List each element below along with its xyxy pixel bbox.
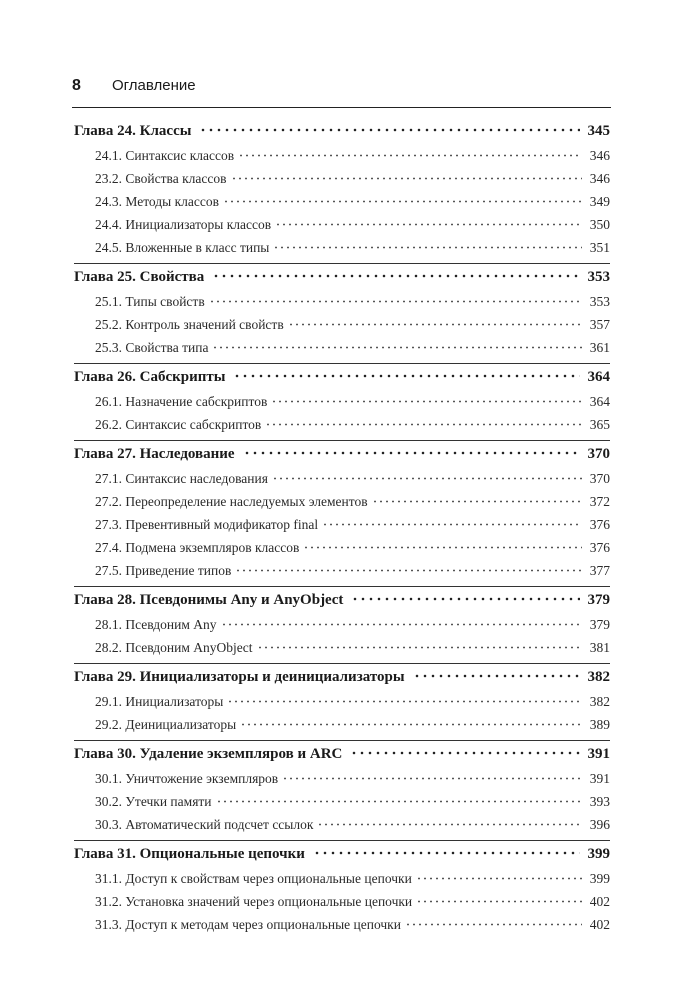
- dot-leader: [216, 800, 582, 803]
- dot-leader: [273, 246, 582, 249]
- section-page-number: 396: [589, 817, 610, 832]
- section-entry[interactable]: [74, 290, 610, 313]
- section-entry[interactable]: [74, 390, 610, 413]
- section-title: 29.1. Инициализаторы: [95, 694, 224, 709]
- section-title: 24.5. Вложенные в класс типы: [95, 240, 270, 255]
- dot-leader: [265, 423, 582, 426]
- section-entry[interactable]: [74, 636, 610, 659]
- chapter-entry[interactable]: [74, 441, 610, 467]
- chapter-entry[interactable]: [74, 664, 610, 690]
- section-title: 24.3. Методы классов: [95, 194, 219, 209]
- dot-leader: [235, 569, 582, 572]
- dot-leader: [416, 900, 582, 903]
- section-page-number: 402: [589, 894, 610, 909]
- dot-leader: [227, 700, 582, 703]
- section-title: 23.2. Свойства классов: [95, 171, 227, 186]
- section-page-number: 391: [589, 771, 610, 786]
- dot-leader: [271, 400, 582, 403]
- chapter-page-number: 345: [587, 123, 610, 139]
- dot-leader: [199, 128, 580, 132]
- chapter-block: [74, 363, 610, 440]
- section-page-number: 349: [589, 194, 610, 209]
- section-entry[interactable]: [74, 536, 610, 559]
- section-title: 27.3. Превентивный модификатор final: [95, 517, 319, 532]
- section-entry[interactable]: [74, 513, 610, 536]
- page-number: 8: [72, 77, 81, 94]
- section-entry[interactable]: [74, 790, 610, 813]
- chapter-block: [74, 740, 610, 840]
- chapter-page-number: 370: [587, 446, 610, 462]
- chapter-entry[interactable]: [74, 264, 610, 290]
- section-page-number: 370: [589, 471, 610, 486]
- chapter-block: [74, 263, 610, 363]
- chapter-block: [74, 440, 610, 586]
- dot-leader: [238, 154, 582, 157]
- dot-leader: [272, 477, 582, 480]
- chapter-block: [74, 586, 610, 663]
- section-title: 29.2. Деинициализаторы: [95, 717, 237, 732]
- chapter-title: Глава 31. Опциональные цепочки: [74, 846, 305, 862]
- section-title: 31.1. Доступ к свойствам через опциональные цепочки: [95, 871, 412, 886]
- section-title: 27.4. Подмена экземпляров классов: [95, 540, 300, 555]
- section-entry[interactable]: [74, 213, 610, 236]
- section-title: 24.4. Инициализаторы классов: [95, 217, 272, 232]
- chapter-entry[interactable]: [74, 741, 610, 767]
- dot-leader: [257, 646, 582, 649]
- section-page-number: 402: [589, 917, 610, 932]
- section-page-number: 346: [589, 171, 610, 186]
- dot-leader: [212, 346, 582, 349]
- section-title: 25.1. Типы свойств: [95, 294, 205, 309]
- section-page-number: 376: [589, 517, 610, 532]
- section-entry[interactable]: [74, 144, 610, 167]
- chapter-block: [74, 840, 610, 940]
- section-page-number: 353: [589, 294, 610, 309]
- section-page-number: 393: [589, 794, 610, 809]
- chapter-title: Глава 25. Свойства: [74, 269, 205, 285]
- section-page-number: 377: [589, 563, 610, 578]
- section-entry[interactable]: [74, 336, 610, 359]
- table-of-contents: [74, 118, 610, 940]
- section-page-number: 389: [589, 717, 610, 732]
- section-entry[interactable]: [74, 467, 610, 490]
- chapter-entry[interactable]: [74, 587, 610, 613]
- section-title: 28.1. Псевдоним Any: [95, 617, 217, 632]
- section-title: 26.1. Назначение сабскриптов: [95, 394, 268, 409]
- chapter-page-number: 353: [587, 269, 610, 285]
- section-title: 27.1. Синтаксис наследования: [95, 471, 268, 486]
- dot-leader: [350, 751, 580, 755]
- section-title: 25.2. Контроль значений свойств: [95, 317, 284, 332]
- chapter-title: Глава 26. Сабскрипты: [74, 369, 226, 385]
- dot-leader: [231, 177, 583, 180]
- section-title: 30.3. Автоматический подсчет ссылок: [95, 817, 314, 832]
- section-title: 30.2. Утечки памяти: [95, 794, 212, 809]
- section-entry[interactable]: [74, 690, 610, 713]
- section-page-number: 379: [589, 617, 610, 632]
- dot-leader: [322, 523, 582, 526]
- chapter-page-number: 382: [587, 669, 610, 685]
- dot-leader: [405, 923, 582, 926]
- chapter-block: [74, 118, 610, 263]
- section-title: 31.2. Установка значений через опциональные цепочки: [95, 894, 413, 909]
- section-entry[interactable]: [74, 613, 610, 636]
- chapter-page-number: 399: [587, 846, 610, 862]
- chapter-title: Глава 30. Удаление экземпляров и ARC: [74, 746, 343, 762]
- dot-leader: [351, 597, 580, 601]
- dot-leader: [243, 451, 580, 455]
- dot-leader: [221, 623, 582, 626]
- section-page-number: 399: [589, 871, 610, 886]
- chapter-entry[interactable]: [74, 364, 610, 390]
- dot-leader: [288, 323, 582, 326]
- section-title: 24.1. Синтаксис классов: [95, 148, 235, 163]
- section-entry[interactable]: [74, 867, 610, 890]
- running-title: Оглавление: [112, 77, 196, 94]
- section-entry[interactable]: [74, 413, 610, 436]
- section-entry[interactable]: [74, 167, 610, 190]
- dot-leader: [212, 274, 580, 278]
- section-page-number: 364: [589, 394, 610, 409]
- section-page-number: 376: [589, 540, 610, 555]
- section-title: 30.1. Уничтожение экземпляров: [95, 771, 279, 786]
- section-page-number: 382: [589, 694, 610, 709]
- dot-leader: [282, 777, 582, 780]
- section-entry[interactable]: [74, 713, 610, 736]
- section-title: 26.2. Синтаксис сабскриптов: [95, 417, 262, 432]
- section-entry[interactable]: [74, 559, 610, 582]
- section-entry[interactable]: [74, 767, 610, 790]
- dot-leader: [303, 546, 582, 549]
- section-title: 27.2. Переопределение наследуемых элементов: [95, 494, 368, 509]
- section-page-number: 350: [589, 217, 610, 232]
- dot-leader: [223, 200, 582, 203]
- dot-leader: [240, 723, 582, 726]
- section-page-number: 365: [589, 417, 610, 432]
- dot-leader: [275, 223, 582, 226]
- chapter-title: Глава 28. Псевдонимы Any и AnyObject: [74, 592, 344, 608]
- chapter-entry[interactable]: [74, 118, 610, 144]
- dot-leader: [209, 300, 582, 303]
- chapter-title: Глава 24. Классы: [74, 123, 192, 139]
- section-entry[interactable]: [74, 236, 610, 259]
- chapter-title: Глава 27. Наследование: [74, 446, 235, 462]
- dot-leader: [313, 851, 580, 855]
- section-entry[interactable]: [74, 190, 610, 213]
- section-entry[interactable]: [74, 813, 610, 836]
- section-entry[interactable]: [74, 890, 610, 913]
- dot-leader: [413, 674, 580, 678]
- chapter-entry[interactable]: [74, 841, 610, 867]
- section-page-number: 346: [589, 148, 610, 163]
- page-header: [72, 77, 611, 108]
- section-page-number: 381: [589, 640, 610, 655]
- dot-leader: [233, 374, 580, 378]
- section-page-number: 372: [589, 494, 610, 509]
- chapter-block: [74, 663, 610, 740]
- section-entry[interactable]: [74, 913, 610, 936]
- section-title: 28.2. Псевдоним AnyObject: [95, 640, 253, 655]
- section-page-number: 357: [589, 317, 610, 332]
- section-title: 31.3. Доступ к методам через опциональные цепочки: [95, 917, 401, 932]
- chapter-page-number: 391: [587, 746, 610, 762]
- section-title: 25.3. Свойства типа: [95, 340, 209, 355]
- dot-leader: [416, 877, 582, 880]
- chapter-title: Глава 29. Инициализаторы и деинициализаторы: [74, 669, 405, 685]
- chapter-page-number: 364: [587, 369, 610, 385]
- dot-leader: [372, 500, 582, 503]
- section-page-number: 361: [589, 340, 610, 355]
- section-page-number: 351: [589, 240, 610, 255]
- chapter-page-number: 379: [587, 592, 610, 608]
- section-entry[interactable]: [74, 490, 610, 513]
- section-entry[interactable]: [74, 313, 610, 336]
- section-title: 27.5. Приведение типов: [95, 563, 232, 578]
- dot-leader: [317, 823, 582, 826]
